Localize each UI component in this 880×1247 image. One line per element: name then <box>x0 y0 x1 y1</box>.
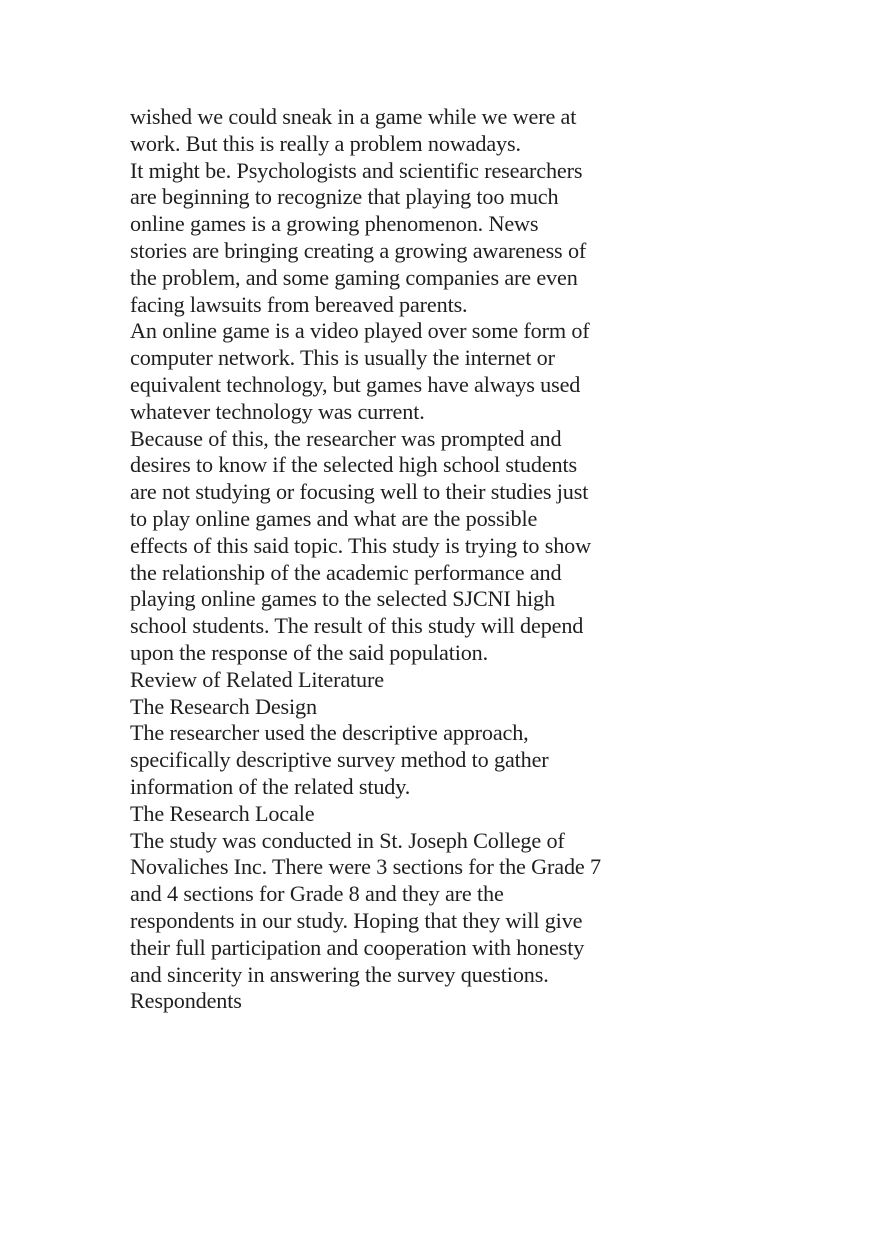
section-heading-review-of-related-literature: Review of Related Literature <box>130 666 384 692</box>
paragraph-line: specifically descriptive survey method to gather <box>130 747 549 773</box>
paragraph-line: desires to know if the selected high school students <box>130 452 577 478</box>
paragraph-line: Because of this, the researcher was prompted and <box>130 425 562 451</box>
paragraph-line: work. But this is really a problem nowadays. <box>130 130 521 156</box>
section-heading-respondents: Respondents <box>130 988 242 1014</box>
paragraph-line: the problem, and some gaming companies are even <box>130 264 578 290</box>
paragraph-line: Novaliches Inc. There were 3 sections for the Grade 7 <box>130 854 601 880</box>
paragraph-line: whatever technology was current. <box>130 398 425 424</box>
paragraph-line: effects of this said topic. This study is trying to show <box>130 532 592 558</box>
paragraph-line: The researcher used the descriptive approach, <box>130 720 529 746</box>
paragraph-line: are not studying or focusing well to their studies just <box>130 479 589 505</box>
paragraph-line: wished we could sneak in a game while we were at <box>130 104 577 129</box>
paragraph-line: to play online games and what are the possible <box>130 505 538 531</box>
paragraph-line: upon the response of the said population. <box>130 639 489 665</box>
paragraph-line: computer network. This is usually the internet or <box>130 345 555 371</box>
paragraph-line: and 4 sections for Grade 8 and they are the <box>130 881 504 907</box>
paragraph-line: school students. The result of this study will depend <box>130 613 584 639</box>
paragraph-line: respondents in our study. Hoping that they will give <box>130 907 583 933</box>
paragraph-line: facing lawsuits from bereaved parents. <box>130 291 468 317</box>
paragraph-line: An online game is a video played over some form of <box>130 318 590 344</box>
paragraph-line: online games is a growing phenomenon. News <box>130 211 539 237</box>
paragraph-line: playing online games to the selected SJCNI high <box>130 586 555 612</box>
paragraph-line: information of the related study. <box>130 773 411 799</box>
section-heading-research-locale: The Research Locale <box>130 800 315 826</box>
paragraph-line: equivalent technology, but games have always used <box>130 371 581 397</box>
paragraph-line: The study was conducted in St. Joseph College of <box>130 827 565 853</box>
paragraph-line: the relationship of the academic performance and <box>130 559 562 585</box>
section-heading-research-design: The Research Design <box>130 693 317 719</box>
document-page <box>130 104 650 1015</box>
paragraph-line: It might be. Psychologists and scientific researchers <box>130 157 583 183</box>
paragraph-line: stories are bringing creating a growing awareness of <box>130 237 587 263</box>
paragraph-line: and sincerity in answering the survey questions. <box>130 961 549 987</box>
paragraph-line: are beginning to recognize that playing too much <box>130 184 559 210</box>
paragraph-line: their full participation and cooperation with honesty <box>130 934 585 960</box>
